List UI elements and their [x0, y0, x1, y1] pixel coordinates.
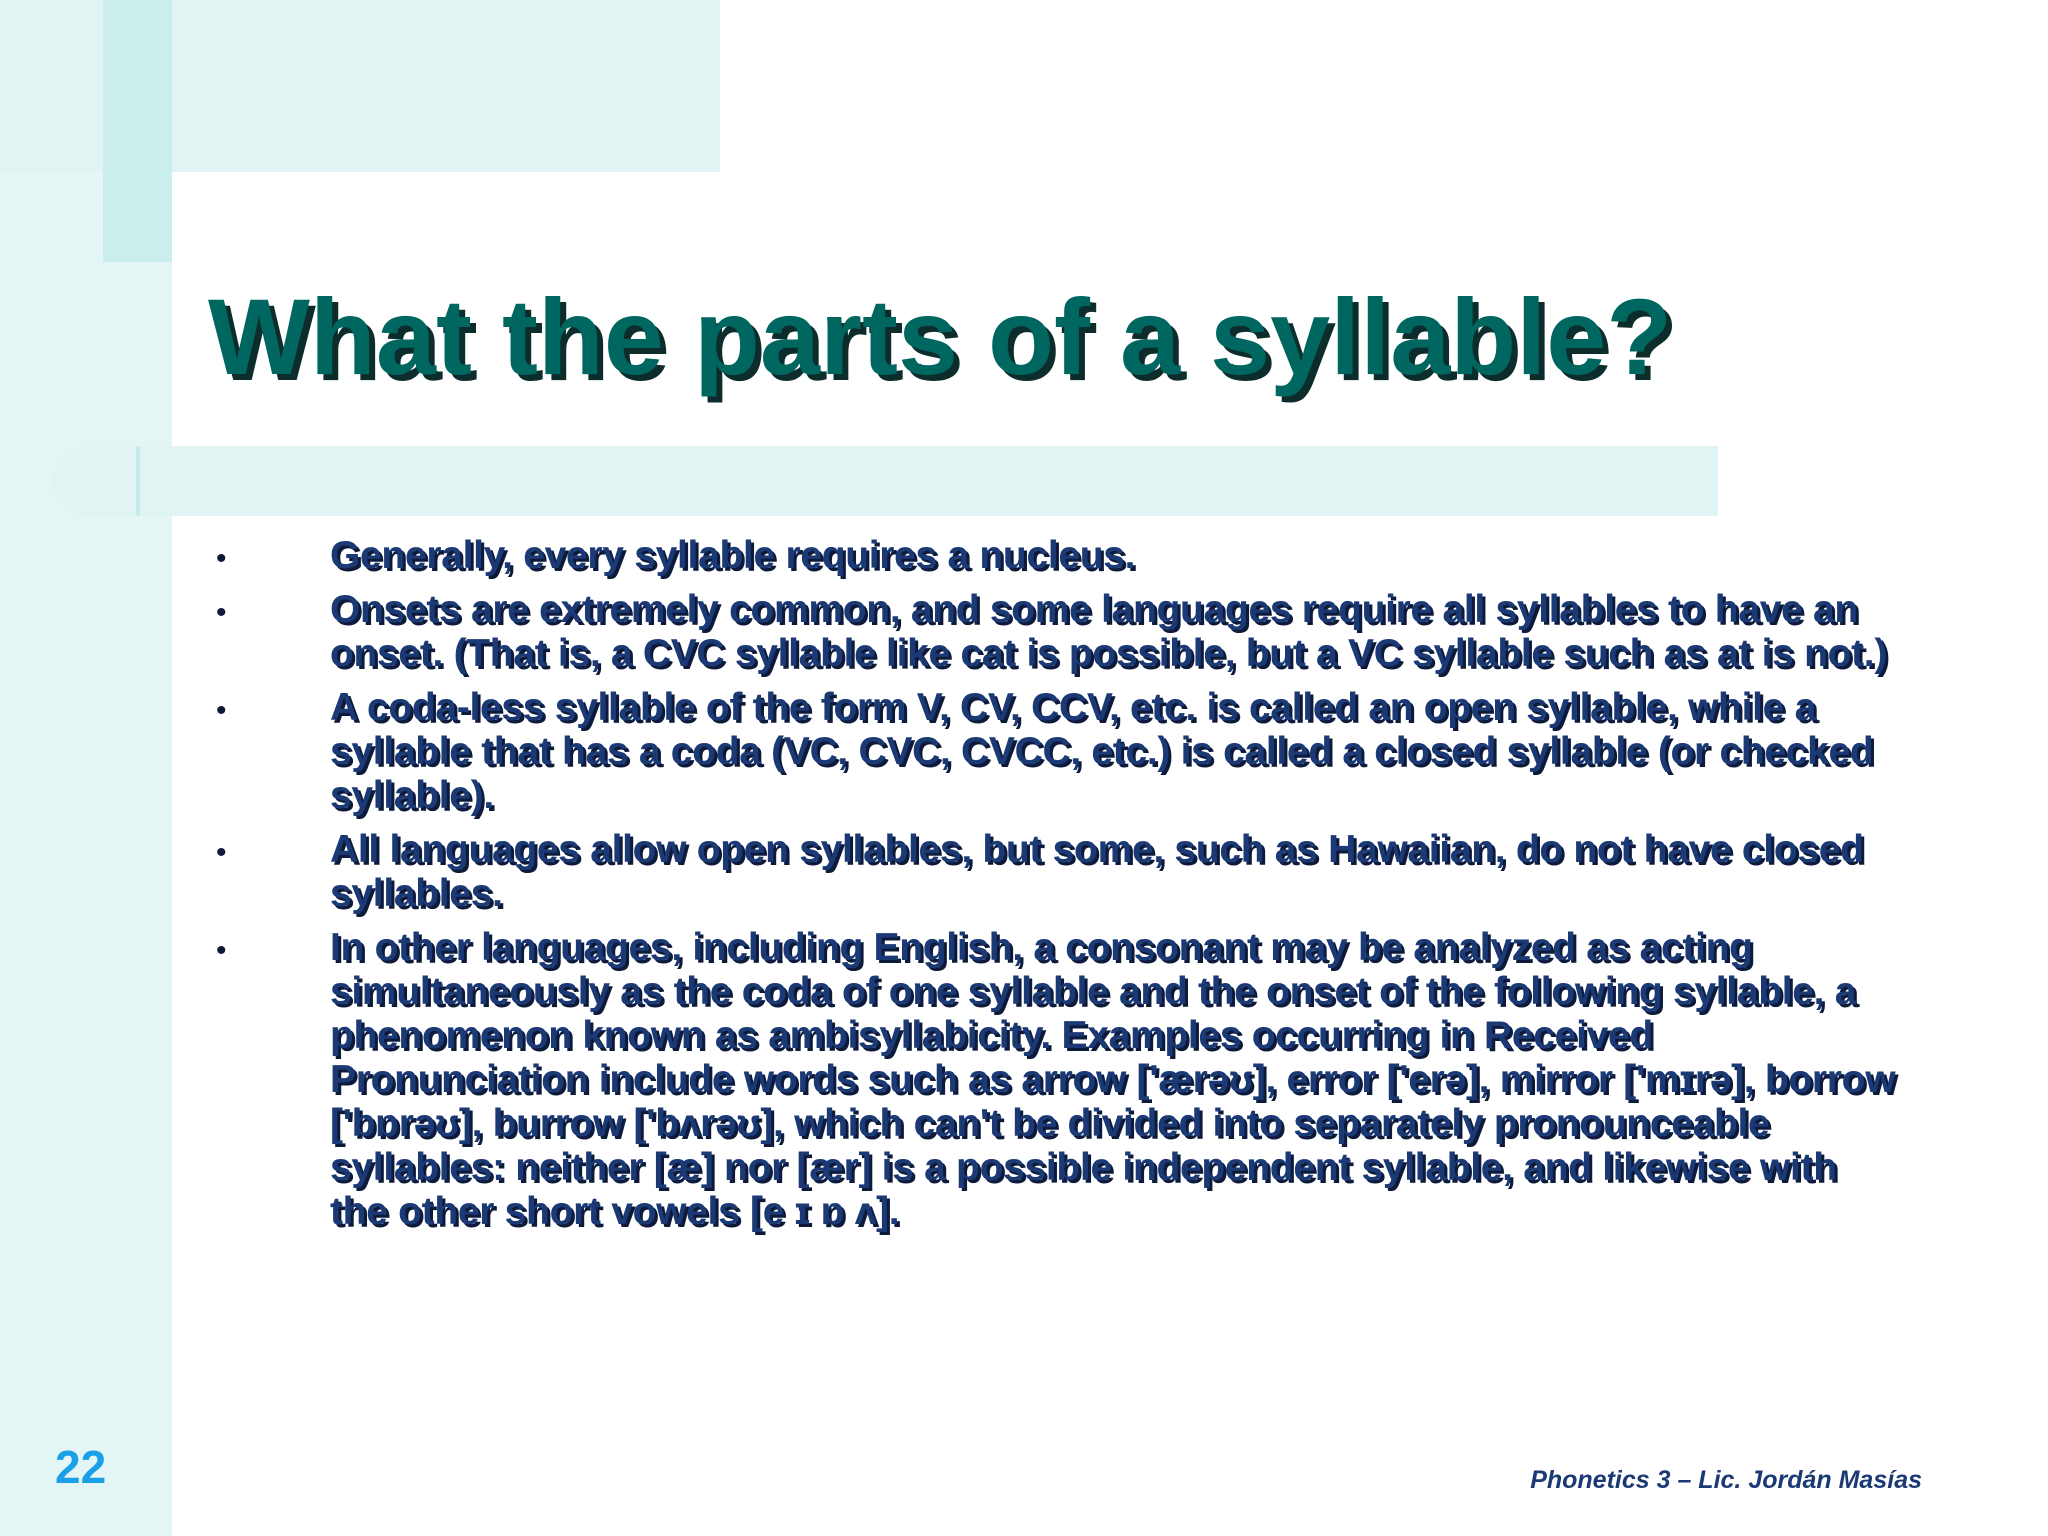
bullet-marker: •	[216, 542, 227, 575]
bullet-item	[208, 588, 1898, 676]
bullet-list	[208, 534, 1898, 1244]
bullet-marker: •	[216, 836, 227, 869]
bullet-marker: •	[216, 694, 227, 727]
slide-title: What the parts of a syllable?	[208, 276, 1673, 397]
bullet-item	[208, 828, 1898, 916]
decor-square	[103, 0, 172, 262]
bullet-text: In other languages, including English, a consonant may be analyzed as acting simultaneously as the coda of one syllable and the onset of the following syllable, a phenomenon known as ambisyllabicity. Examples occurring in Received Pronunciation include words such as arrow ['ærəʊ], error ['erə], mirror ['mɪrə], borrow ['bɒrəʊ], burrow ['bʌrəʊ], which can't be divided into separately pronounceable syllables: neither [æ] nor [ær] is a possible independent syllable, and likewise with the other short vowels [e ɪ ɒ ʌ].	[330, 926, 1896, 1233]
bullet-text: A coda-less syllable of the form V, CV, CCV, etc. is called an open syllable, while a syllable that has a coda (VC, CVC, CVCC, etc.) is called a closed syllable (or checked syllable).	[330, 686, 1874, 817]
bullet-marker: •	[216, 934, 227, 967]
bullet-item	[208, 686, 1898, 818]
title-divider-bar	[52, 446, 1718, 516]
bullet-marker: •	[216, 596, 227, 629]
bullet-text: Onsets are extremely common, and some languages require all syllables to have an onset. (That is, a CVC syllable like cat is possible, but a VC syllable such as at is not.)	[330, 588, 1888, 675]
footer-credit: Phonetics 3 – Lic. Jordán Masías	[1530, 1466, 1922, 1494]
bullet-item	[208, 534, 1898, 578]
page-number: 22	[55, 1441, 107, 1493]
bullet-text: Generally, every syllable requires a nucleus.	[330, 534, 1136, 577]
bullet-item	[208, 926, 1898, 1234]
divider-tick	[136, 446, 140, 516]
bullet-text: All languages allow open syllables, but some, such as Hawaiian, do not have closed syllables.	[330, 828, 1864, 915]
